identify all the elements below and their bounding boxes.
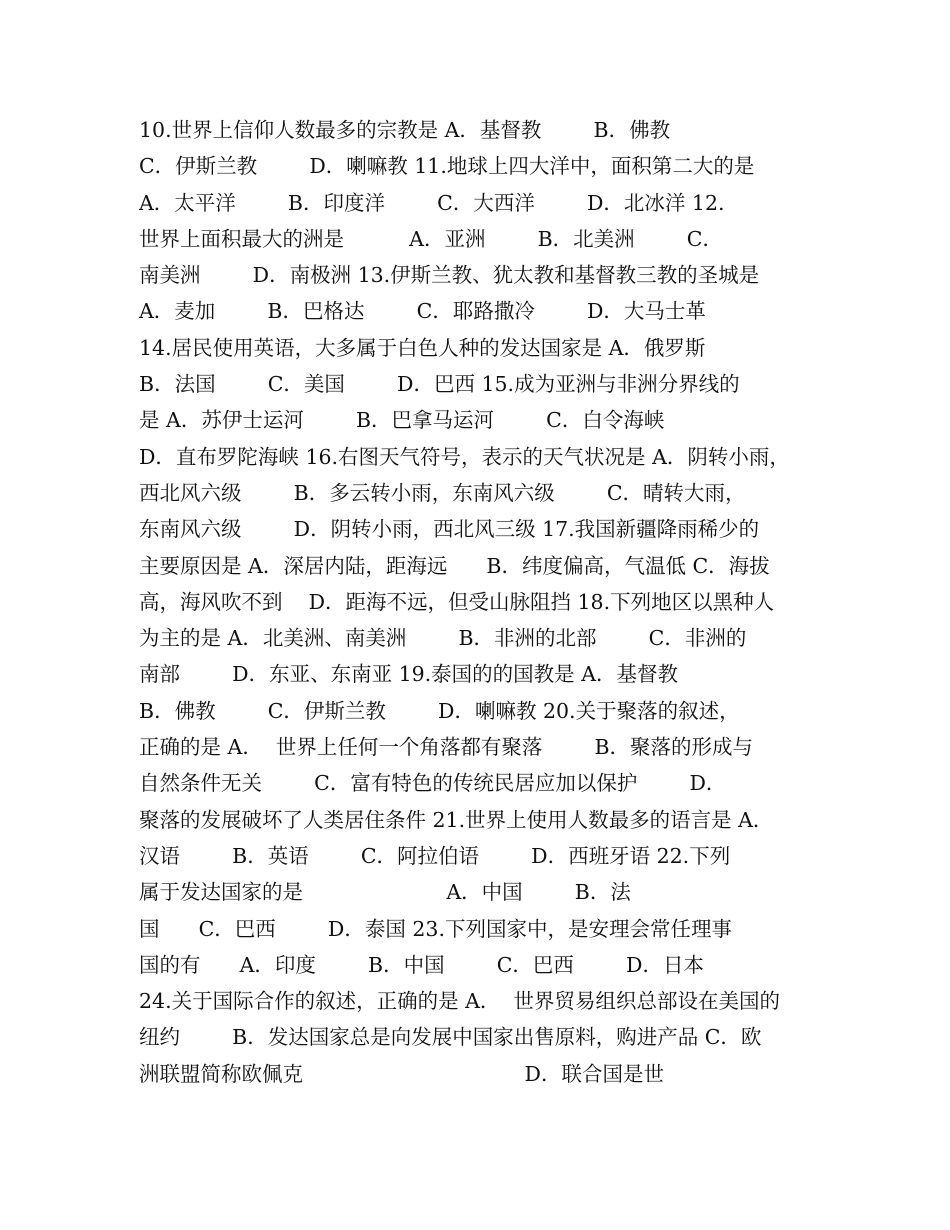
text-line: 聚落的发展破坏了人类居住条件 21.世界上使用人数最多的语言是 A． bbox=[139, 807, 774, 832]
text-line: 正确的是 A． 世界上任何一个角落都有聚落 B．聚落的形成与 bbox=[139, 735, 754, 760]
text-line: 主要原因是 A．深居内陆，距海远 B．纬度偏高，气温低 C．海拔 bbox=[139, 553, 770, 578]
text-line: 10.世界上信仰人数最多的宗教是 A．基督教 B．佛教 bbox=[139, 118, 671, 142]
text-line: A．太平洋 B．印度洋 C．大西洋 D．北冰洋 12. bbox=[139, 190, 725, 215]
text-line: 东南风六级 D．阴转小雨，西北风三级 17.我国新疆降雨稀少的 bbox=[139, 517, 760, 542]
text-line: B．法国 C．美国 D．巴西 15.成为亚洲与非洲分界线的 bbox=[139, 372, 740, 397]
text-line: 世界上面积最大的洲是 A．亚洲 B．北美洲 C． bbox=[139, 226, 723, 251]
text-line: 属于发达国家的是 A．中国 B．法 bbox=[139, 880, 631, 905]
text-line: A．麦加 B．巴格达 C．耶路撒冷 D．大马士革 bbox=[139, 299, 706, 324]
text-line: 是 A．苏伊士运河 B．巴拿马运河 C．白令海峡 bbox=[139, 408, 665, 433]
text-line: 南美洲 D．南极洲 13.伊斯兰教、犹太教和基督教三教的圣城是 bbox=[139, 263, 760, 288]
text-line: 纽约 B．发达国家总是向发展中国家出售原料，购进产品 C．欧 bbox=[139, 1025, 762, 1050]
text-line: 洲联盟简称欧佩克 D．联合国是世 bbox=[139, 1061, 664, 1086]
text-line: 为主的是 A．北美洲、南美洲 B．非洲的北部 C．非洲的 bbox=[139, 626, 747, 651]
text-line: 24.关于国际合作的叙述，正确的是 A． 世界贸易组织总部设在美国的 bbox=[139, 989, 780, 1014]
text-line: B．佛教 C．伊斯兰教 D．喇嘛教 20.关于聚落的叙述， bbox=[139, 698, 740, 723]
text-line: C．伊斯兰教 D．喇嘛教 11.地球上四大洋中，面积第二大的是 bbox=[139, 154, 755, 179]
question-text-block bbox=[139, 112, 829, 1092]
text-line: 西北风六级 B．多云转小雨，东南风六级 C．晴转大雨， bbox=[139, 480, 746, 505]
text-line: 14.居民使用英语，大多属于白色人种的发达国家是 A．俄罗斯 bbox=[139, 335, 706, 360]
text-line: D．直布罗陀海峡 16.右图天气符号，表示的天气状况是 A．阴转小雨， bbox=[139, 444, 790, 469]
text-line: 南部 D．东亚、东南亚 19.泰国的的国教是 A．基督教 bbox=[139, 662, 679, 687]
text-line: 国的有 A．印度 B．中国 C．巴西 D．日本 bbox=[139, 952, 704, 977]
text-line: 高，海风吹不到 D．距海不远，但受山脉阻挡 18.下列地区以黑种人 bbox=[139, 589, 775, 614]
text-line: 汉语 B．英语 C．阿拉伯语 D．西班牙语 22.下列 bbox=[139, 843, 731, 868]
text-line: 国 C．巴西 D．泰国 23.下列国家中，是安理会常任理事 bbox=[139, 916, 732, 941]
text-line: 自然条件无关 C．富有特色的传统民居应加以保护 D． bbox=[139, 771, 727, 796]
